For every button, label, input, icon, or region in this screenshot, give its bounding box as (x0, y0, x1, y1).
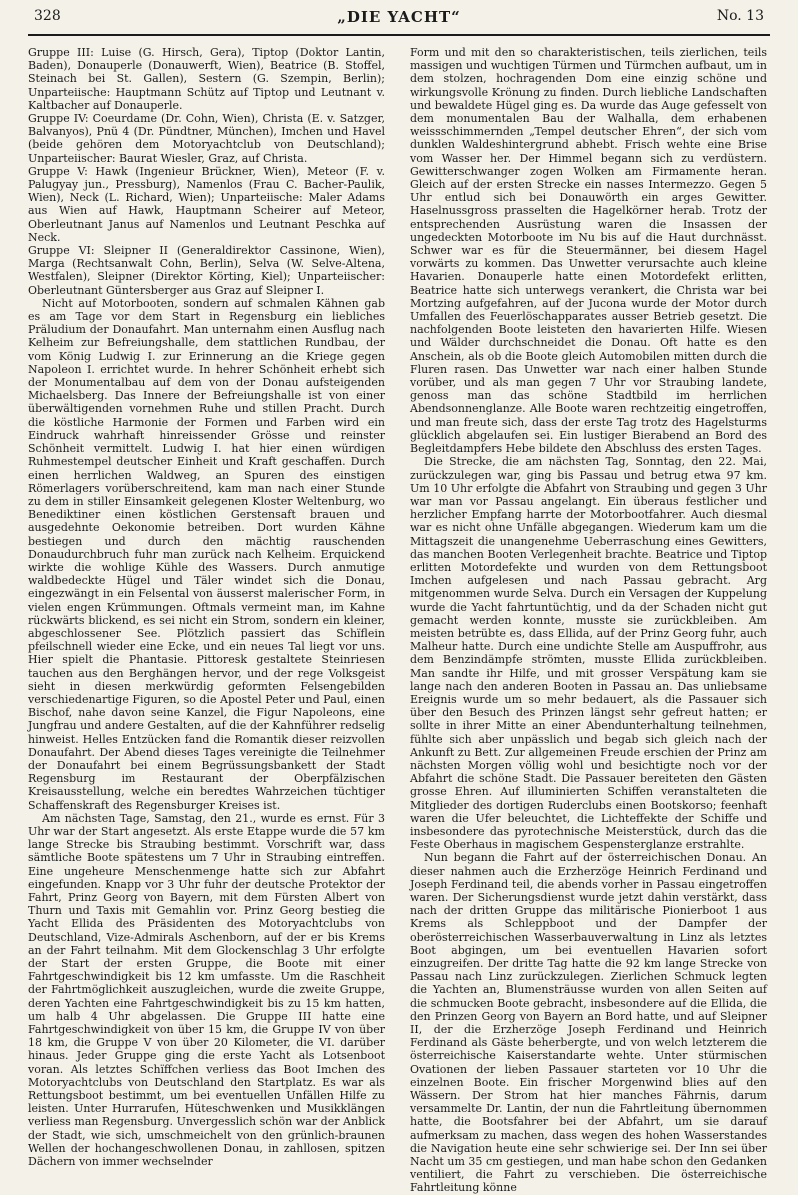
paragraph: Am nächsten Tage, Samstag, den 21., wurde es ernst. Für 3 Uhr war der Start angesetzt. Als erste Etappe wurde die 57 km lange Strecke bis Straubing bestimmt. Vorschrift war, dass sämtliche Boote spätestens um 7 Uhr in Straubing eintreffen. Eine ungeheure Menschenmenge hatte sich zur Abfahrt eingefunden. Knapp vor 3 Uhr fuhr der deutsche Protektor der Fahrt, Prinz Georg von Bayern, mit dem Fürsten Albert von Thurn und Taxis mit Gemahlin vor. Prinz Georg bestieg die Yacht Ellida des Präsidenten des Motoryachtclubs von Deutschland, Vize-Admirals Aschenborn, auf der er bis Krems an der Fahrt teilnahm. Mit dem Glockenschlag 3 Uhr erfolgte der Start der ersten Gruppe, die Boote mit einer Fahrtgeschwindigkeit bis 12 km umfasste. Um die Raschheit der Fahrtmöglichkeit auszugleichen, wurde die zweite Gruppe, deren Yachten eine Fahrtgeschwindigkeit bis zu 15 km hatten, um halb 4 Uhr abgelassen. Die Gruppe III hatte eine Fahrtgeschwindigkeit von über 15 km, die Gruppe IV von über 18 km, die Gruppe V von über 20 Kilometer, die VI. darüber hinaus. Jeder Gruppe ging die erste Yacht als Lotsenboot voran. Als letztes Schïffchen verliess das Boot Imchen des Motoryachtclubs von Deutschland den Startplatz. Es war als Rettungsboot bestimmt, um bei eventuellen Unfällen Hilfe zu leisten. Unter Hurrarufen, Hüteschwenken und Musikklängen verliess man Regensburg. Unvergesslich schön war der Anblick der Stadt, wie sich, umschmeichelt von den grünlich-braunen Wellen der hochangeschwollenen Donau, in zahllosen, spitzen Dächern von immer wechselnder (28, 811, 385, 1169)
page-header (28, 8, 770, 34)
paragraph: Gruppe V: Hawk (Ingenieur Brückner, Wien), Meteor (F. v. Palugyay jun., Pressburg), Namenlos (Frau C. Bacher-Paulik, Wien), Neck (L. Richard, Wien); Unparteiische: Maler Adams aus Wien auf Hawk, Hauptmann Scheirer auf Meteor, Oberleutnant Janus auf Namenlos und Leutnant Peschka auf Neck. (28, 164, 385, 244)
right-column (410, 46, 767, 1195)
issue-number: No. 13 (716, 8, 764, 24)
journal-title: „DIE YACHT“ (337, 8, 461, 26)
paragraph: Nun begann die Fahrt auf der österreichischen Donau. An dieser nahmen auch die Erzherzöge Heinrich Ferdinand und Joseph Ferdinand teil, die abends vorher in Passau eingetroffen waren. Der Sicherungsdienst wurde jetzt dahin verstärkt, dass nach der dritten Gruppe das militärische Pionierboot 1 aus Krems als Schleppboot und der Dampfer der oberösterreichischen Wasserbauverwaltung in Linz als letztes Boot abgingen, um bei eventuellen Havarien sofort einzugreifen. Der dritte Tag hatte die 92 km lange Strecke von Passau nach Linz zurückzulegen. Zierlichen Schmuck legten die Yachten an, Blumensträusse wurden von allen Seiten auf die schmucken Boote gebracht, insbesondere auf die Ellida, die den Prinzen Georg von Bayern an Bord hatte, und auf Sleipner II, der die Erzherzöge Joseph Ferdinand und Heinrich Ferdinand als Gäste beherbergte, und von welch letzterem die österreichische Kaiserstandarte wehte. Unter stürmischen Ovationen der lieben Passauer starteten vor 10 Uhr die einzelnen Boote. Ein frischer Morgenwind blies auf den Wässern. Der Strom hat hier manches Fährnis, darum versammelte Dr. Lantin, der nun die Fahrtleitung übernommen hatte, die Bootsfahrer bei der Abfahrt, um sie darauf aufmerksam zu machen, dass wegen des hohen Wasserstandes die Navigation heute eine sehr schwierige sei. Der Inn sei über Nacht um 35 cm gestiegen, und man habe schon den Gedanken ventiliert, die Fahrt zu verschieben. Die österreichische Fahrtleitung könne (410, 851, 767, 1195)
header-rule (28, 34, 770, 36)
page-number: 328 (34, 8, 61, 24)
paragraph: Die Strecke, die am nächsten Tag, Sonntag, den 22. Mai, zurückzulegen war, ging bis Passau und betrug etwa 97 km. Um 10 Uhr erfolgte die Abfahrt von Straubing und gegen 3 Uhr war man vor Passau angelangt. Ein überaus festlicher und herzlicher Empfang harrte der Motorbootfahrer. Auch diesmal war es nicht ohne Unfälle abgegangen. Wiederum kam um die Mittagszeit die unangenehme Ueberraschung eines Gewitters, das manchen Booten Verlegenheit brachte. Beatrice und Tiptop erlitten Motordefekte und wurden von dem Rettungsboot Imchen aufgelesen und nach Passau gebracht. Arg mitgenommen wurde Selva. Durch ein Versagen der Kuppelung wurde die Yacht fahrtuntüchtig, und da der Schaden nicht gut gemacht werden konnte, musste sie zurückbleiben. Am meisten betrübte es, dass Ellida, auf der Prinz Georg fuhr, auch Malheur hatte. Durch eine undichte Stelle am Auspuffrohr, aus dem Benzindämpfe strömten, musste Ellida zurückbleiben. Man sandte ihr Hilfe, und mit grosser Verspätung kam sie lange nach den anderen Booten in Passau an. Das unliebsame Ereignis wurde um so mehr bedauert, als die Passauer sich über den Besuch des Prinzen längst sehr gefreut hatten; er sollte in ihrer Mitte an einer Abendunterhaltung teilnehmen, fühlte sich aber unpässlich und begab sich gleich nach der Ankunft zu Bett. Zur allgemeinen Freude erschien der Prinz am nächsten Morgen völlig wohl und besichtigte noch vor der Abfahrt die schöne Stadt. Die Passauer bereiteten den Gästen grosse Ehren. Auf illuminierten Schiffen veranstalteten die Mitglieder des dortigen Ruderclubs einen Bootskorso; feenhaft waren die Ufer beleuchtet, die Lichteffekte der Schiffe und insbesondere das pyrotechnische Meisterstück, durch das die Feste Oberhaus in magischem Gespensterglanze erstrahlte. (410, 455, 767, 852)
paragraph: Gruppe IV: Coeurdame (Dr. Cohn, Wien), Christa (E. v. Satzger, Balvanyos), Pnü 4 (Dr. Pündtner, München), Imchen und Havel (beide gehören dem Motoryachtclub von Deutschland); Unparteiischer: Baurat Wiesler, Graz, auf Christa. (28, 112, 385, 165)
paragraph: Gruppe III: Luise (G. Hirsch, Gera), Tiptop (Doktor Lantin, Baden), Donauperle (Donauwerft, Wien), Beatrice (B. Stoffel, Steinach bei St. Gallen), Sestern (G. Szempin, Berlin); Unparteiische: Hauptmann Schütz auf Tiptop und Leutnant v. Kaltbacher auf Donauperle. (28, 46, 385, 112)
paragraph: Gruppe VI: Sleipner II (Generaldirektor Cassinone, Wien), Marga (Rechtsanwalt Cohn, Berlin), Selva (W. Selve-Altena, Westfalen), Sleipner (Direktor Körting, Kiel); Unparteiischer: Oberleutnant Güntersberger aus Graz auf Sleipner I. (28, 244, 385, 297)
paragraph: Form und mit den so charakteristischen, teils zierlichen, teils massigen und wuchtigen Türmen und Türmchen aufbaut, um in dem stolzen, hochragenden Dom eine einzig schöne und wirkungsvolle Krönung zu finden. Durch liebliche Landschaften und bewaldete Hügel ging es. Da wurde das Auge gefesselt von dem monumentalen Bau der Walhalla, dem erhabenen weissschimmernden „Tempel deutscher Ehren“, der sich vom dunklen Waldeshintergrund abhebt. Frisch wehte eine Brise vom Wasser her. Der Himmel begann sich zu verdüstern. Gewitterschwanger zogen Wolken am Firmamente heran. Gleich auf der ersten Strecke ein nasses Intermezzo. Gegen 5 Uhr entlud sich bei Donauwörth ein arges Gewitter. Haselnussgross prasselten die Hagelkörner herab. Trotz der entsprechenden Ausrüstung waren die Insassen der ungedeckten Motorboote im Nu bis auf die Haut durchnässt. Schwer war es für die Steuermänner, bei diesem Hagel vorwärts zu kommen. Das Unwetter verursachte auch kleine Havarien. Donauperle hatte einen Motordefekt erlitten, Beatrice hatte sich unterwegs verankert, die Christa war bei Mortzing aufgefahren, auf der Jucona wurde der Motor durch Umfallen des Feuerlöschapparates ausser Betrieb gesetzt. Die nachfolgenden Boote leisteten den havarierten Hilfe. Wiesen und Wälder durchschneidet die Donau. Oft hatte es den Anschein, als ob die Boote gleich Automobilen mitten durch die Fluren rasen. Das Unwetter war nach einer halben Stunde vorüber, und als man gegen 7 Uhr vor Straubing landete, genoss man das schöne Stadtbild im herrlichen Abendsonnenglanze. Alle Boote waren rechtzeitig eingetroffen, und man freute sich, dass der erste Tag trotz des Hagelsturms glücklich abgelaufen sei. Ein lustiger Bierabend an Bord des Begleitdampfers Hebe bildete den Abschluss des ersten Tages. (410, 46, 767, 456)
paragraph: Nicht auf Motorbooten, sondern auf schmalen Kähnen gab es am Tage vor dem Start in Regensburg ein liebliches Präludium der Donaufahrt. Man unternahm einen Ausflug nach Kelheim zur Befreiungshalle, dem stattlichen Rundbau, der vom König Ludwig I. zur Erinnerung an die Kriege gegen Napoleon I. errichtet wurde. In hehrer Schönheit erhebt sich der Monumentalbau auf dem von der Donau aufsteigenden Michaelsberg. Das Innere der Befreiungshalle ist von einer überwältigenden vornehmen Ruhe und stillen Pracht. Durch die köstliche Harmonie der Formen und Farben wird ein Eindruck wahrhaft hinreissender Grösse und reinster Schönheit vermittelt. Ludwig I. hat hier einen würdigen Ruhmestempel deutscher Einheit und Kraft geschaffen. Durch einen herrlichen Waldweg, an Spuren des einstigen Römerlagers vorüberschreitend, kam man nach einer Stunde zu dem in stiller Einsamkeit gelegenen Kloster Weltenburg, wo Benediktiner einen köstlichen Gerstensaft brauen und ausgedehnte Oekonomie betreiben. Dort wurden Kähne bestiegen und durch den mächtig rauschenden Donaudurchbruch fuhr man zurück nach Kelheim. Erquickend wirkte die wohlige Kühle des Wassers. Durch anmutige waldbedeckte Hügel und Täler windet sich die Donau, eingezwängt in ein Felsental von äusserst malerischer Form, in vielen engen Krümmungen. Oftmals vermeint man, im Kahne rückwärts blickend, es sei nicht ein Strom, sondern ein kleiner, abgeschlossener See. Plötzlich passiert das Schïflein pfeilschnell wieder eine Ecke, und ein neues Tal liegt vor uns. Hier spielt die Phantasie. Pittoresk gestaltete Steinriesen tauchen aus den Berghängen hervor, und der rege Volksgeist sieht in diesen merkwürdig geformten Felsengebilden verschiedenartige Figuren, so die Apostel Peter und Paul, einen Bischof, nahe davon seine Kanzel, die Figur Napoleons, eine Jungfrau und andere Gestalten, auf die der Kahnführer redselig hinweist. Helles Entzücken fand die Romantik dieser reizvollen Donaufahrt. Der Abend dieses Tages vereinigte die Teilnehmer der Donaufahrt bei einem Begrüssungsbankett der Stadt Regensburg im Restaurant der Oberpfälzischen Kreisausstellung, welche ein beredtes Wahrzeichen tüchtiger Schaffenskraft des Regensburger Kreises ist. (28, 296, 385, 812)
left-column (28, 46, 385, 1169)
